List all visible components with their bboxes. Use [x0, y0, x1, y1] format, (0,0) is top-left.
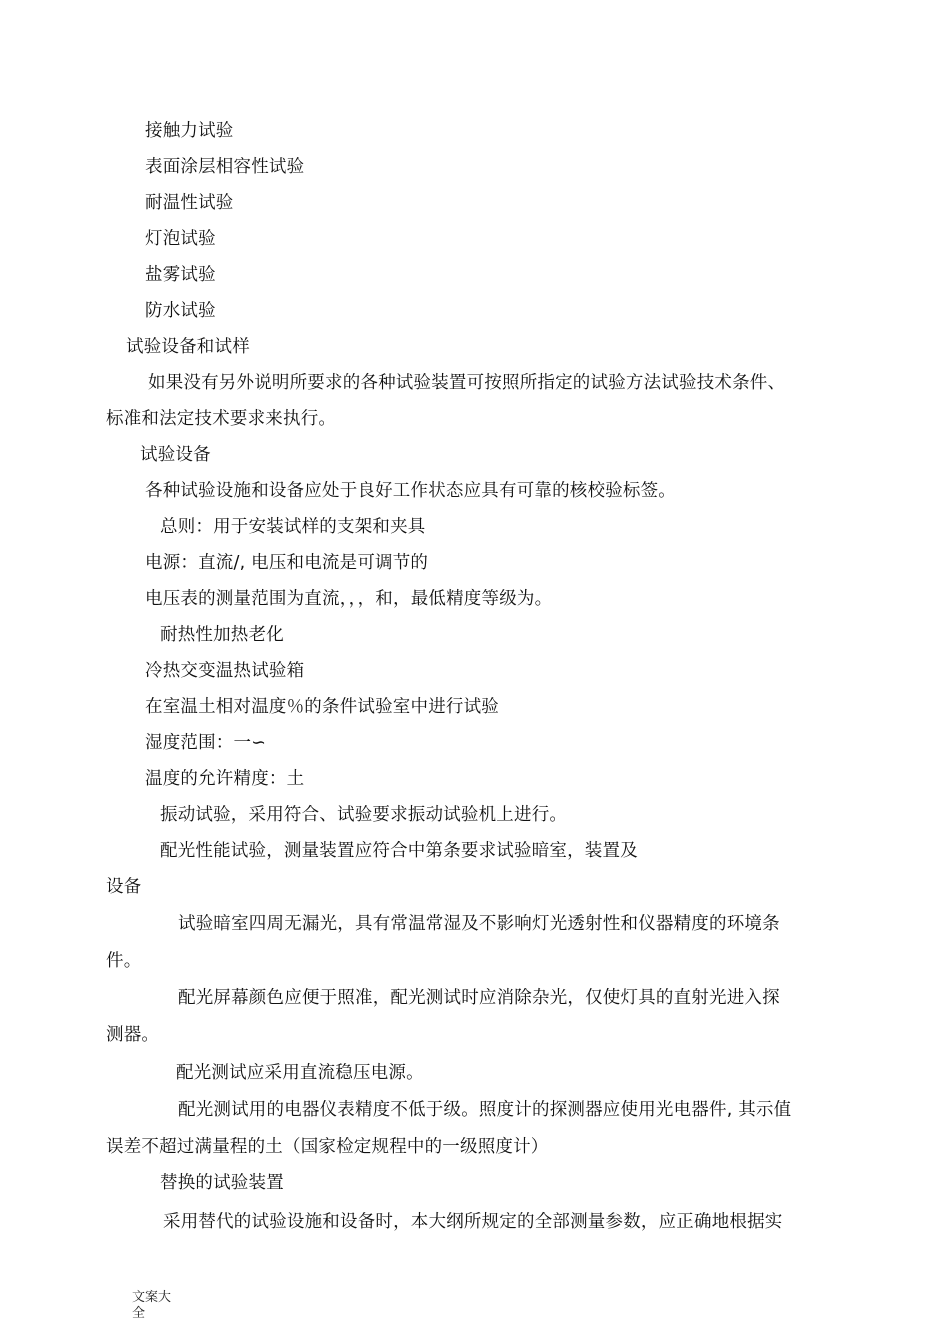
line-12: 总则：用于安装试样的支架和夹具 — [160, 517, 426, 537]
subsection-heading: 试验设备 — [140, 445, 211, 465]
line-28: 配光测试用的电器仪表精度不低于级。照度计的探测器应使用光电器件, 其示值 — [178, 1100, 792, 1120]
line-29: 误差不超过满量程的土（国家检定规程中的一级照度计） — [106, 1137, 549, 1157]
line-20: 振动试验，采用符合、试验要求振动试验机上进行。 — [160, 805, 568, 825]
line-24: 件。 — [106, 951, 142, 971]
line-21: 配光性能试验，测量装置应符合中第条要求试验暗室，装置及 — [160, 841, 638, 861]
line-1: 接触力试验 — [145, 121, 234, 141]
line-11: 各种试验设施和设备应处于良好工作状态应具有可靠的核校验标签。 — [145, 481, 676, 501]
section-heading: 试验设备和试样 — [126, 337, 250, 357]
line-30: 替换的试验装置 — [160, 1173, 284, 1193]
line-13: 电源：直流/, 电压和电流是可调节的 — [145, 553, 429, 573]
line-16: 冷热交变温热试验箱 — [145, 661, 305, 681]
line-18: 湿度范围：一∽ — [145, 733, 267, 753]
line-2: 表面涂层相容性试验 — [145, 157, 305, 177]
line-3: 耐温性试验 — [145, 193, 234, 213]
line-31: 采用替代的试验设施和设备时，本大纲所规定的全部测量参数，应正确地根据实 — [163, 1212, 783, 1232]
line-15: 耐热性加热老化 — [160, 625, 284, 645]
line-8: 如果没有另外说明所要求的各种试验装置可按照所指定的试验方法试验技术条件、 — [148, 373, 786, 393]
line-6: 防水试验 — [145, 301, 216, 321]
line-19: 温度的允许精度：土 — [145, 769, 305, 789]
line-22: 设备 — [106, 877, 142, 897]
line-14: 电压表的测量范围为直流，，，和，最低精度等级为。 — [145, 589, 553, 609]
line-5: 盐雾试验 — [145, 265, 216, 285]
line-25: 配光屏幕颜色应便于照准，配光测试时应消除杂光，仅使灯具的直射光进入探 — [178, 988, 780, 1008]
line-23: 试验暗室四周无漏光，具有常温常湿及不影响灯光透射性和仪器精度的环境条 — [178, 914, 780, 934]
line-9: 标准和法定技术要求来执行。 — [106, 409, 337, 429]
line-17: 在室温土相对温度％的条件试验室中进行试验 — [145, 697, 499, 717]
line-27: 配光测试应采用直流稳压电源。 — [176, 1063, 424, 1083]
page-footer: 文案大全 — [132, 1290, 172, 1321]
line-26: 测器。 — [106, 1025, 160, 1045]
line-4: 灯泡试验 — [145, 229, 216, 249]
